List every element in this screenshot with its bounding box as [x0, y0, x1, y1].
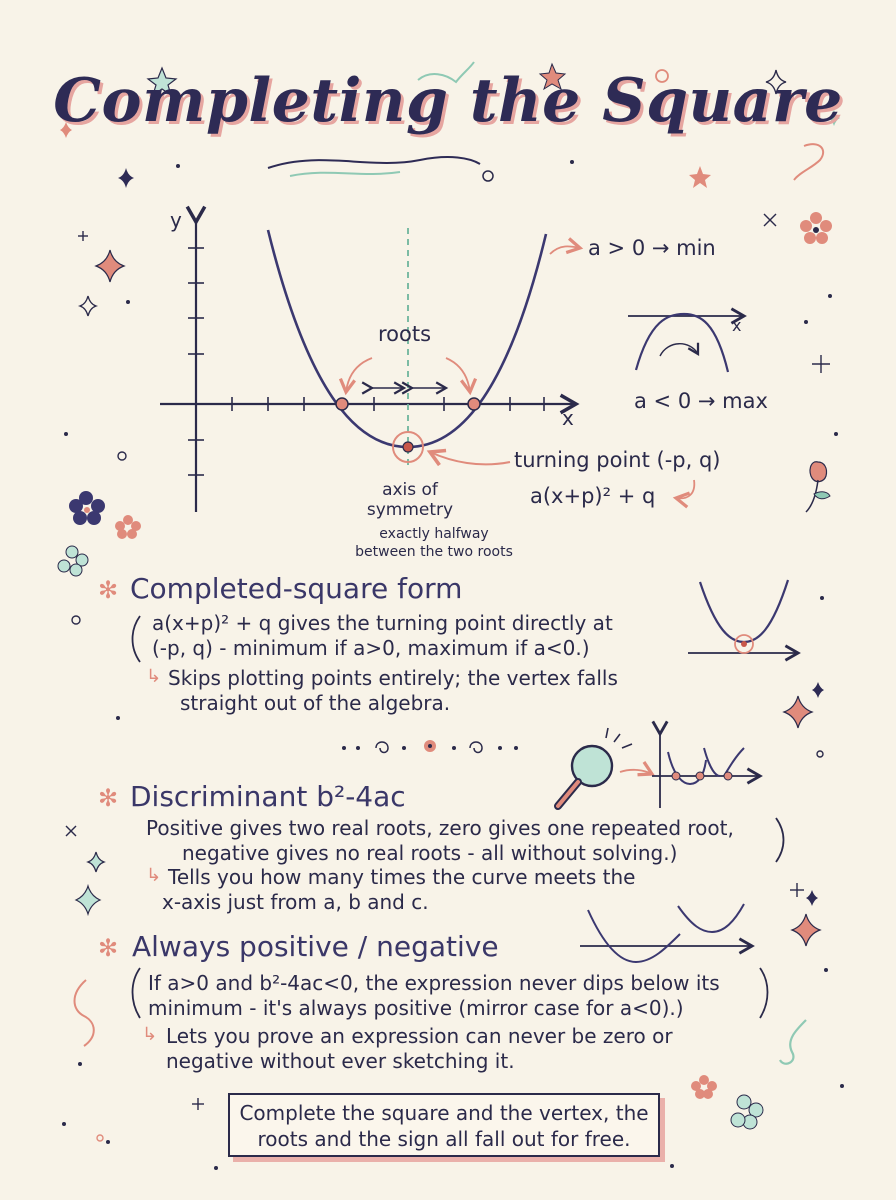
a-negative-label: a < 0 → max: [634, 389, 768, 413]
section-note: Lets you prove an expression can never be zero or negative without ever sketching it.: [166, 1024, 673, 1073]
section-body: If a>0 and b²-4ac<0, the expression never dips below its minimum - it's always positive (mirror case for a<0).): [148, 971, 720, 1020]
mini-graph-vertex: [688, 580, 798, 653]
hook-arrow-icon: ↳: [146, 666, 162, 687]
swirl-icon: [75, 980, 94, 1046]
flower-icon: [58, 546, 88, 576]
mini-x-label: x: [732, 316, 742, 335]
axis-of-symmetry-note: exactly halfway between the two roots: [355, 526, 513, 560]
section-note: Tells you how many times the curve meets the x-axis just from a, b and c.: [162, 865, 636, 914]
sparkle-icon: [806, 890, 818, 906]
sparkle-icon: [118, 168, 134, 188]
bullet-star-icon: ✻: [98, 576, 119, 604]
roots-label: roots: [378, 322, 432, 346]
section-heading: Completed-square form: [130, 572, 463, 605]
sparkle-icon: [76, 886, 100, 914]
a-positive-label: a > 0 → min: [588, 236, 716, 260]
swirl-icon: [794, 144, 823, 180]
page-title: Completing the Square: [53, 66, 843, 136]
swirl-icon: [483, 171, 493, 181]
turning-point-label: turning point (-p, q): [514, 448, 721, 472]
axis-of-symmetry-label: axis of symmetry: [366, 480, 454, 520]
section-heading: Always positive / negative: [132, 930, 499, 963]
mini-graph-max: [628, 314, 744, 372]
section-body: Positive gives two real roots, zero gives one repeated root, negative gives no real roots - all without solving.): [146, 816, 734, 865]
star-icon: [689, 166, 711, 188]
summary-box: Complete the square and the vertex, the roots and the sign all fall out for free.: [228, 1093, 660, 1157]
flower-icon: [731, 1095, 763, 1129]
swirl-icon: [780, 1020, 806, 1064]
section-body: a(x+p)² + q gives the turning point directly at (-p, q) - minimum if a>0, maximum if a<0.): [152, 611, 613, 660]
sparkle-icon: [784, 696, 812, 728]
sparkle-icon: [792, 914, 820, 946]
magnifier-icon: [558, 728, 652, 806]
title-underline: [268, 157, 480, 168]
root-point-left: [336, 398, 348, 410]
flower-icon: [691, 1075, 717, 1099]
sparkle-icon: [812, 682, 824, 698]
hook-arrow-icon: ↳: [142, 1024, 158, 1045]
section-note: Skips plotting points entirely; the vertex falls straight out of the algebra.: [168, 666, 618, 715]
bullet-star-icon: ✻: [98, 784, 119, 812]
x-axis-label: x: [562, 406, 574, 430]
flower-icon: [69, 491, 105, 525]
flower-icon: [115, 515, 141, 539]
flower-icon: [800, 212, 832, 244]
sparkle-icon: [88, 852, 104, 872]
section-divider: [342, 740, 518, 753]
vertex-point: [403, 442, 413, 452]
sparkle-icon: [80, 296, 96, 316]
bullet-star-icon: ✻: [98, 934, 119, 962]
sparkle-icon: [96, 250, 124, 282]
hook-arrow-icon: ↳: [146, 865, 162, 886]
tulip-icon: [806, 462, 830, 512]
title-underline-2: [290, 172, 400, 176]
mini-graph-discriminant: [652, 734, 760, 808]
vertex-form-label: a(x+p)² + q: [530, 484, 656, 508]
y-axis-label: y: [170, 208, 182, 232]
section-heading: Discriminant b²-4ac: [130, 780, 406, 813]
root-point-right: [468, 398, 480, 410]
